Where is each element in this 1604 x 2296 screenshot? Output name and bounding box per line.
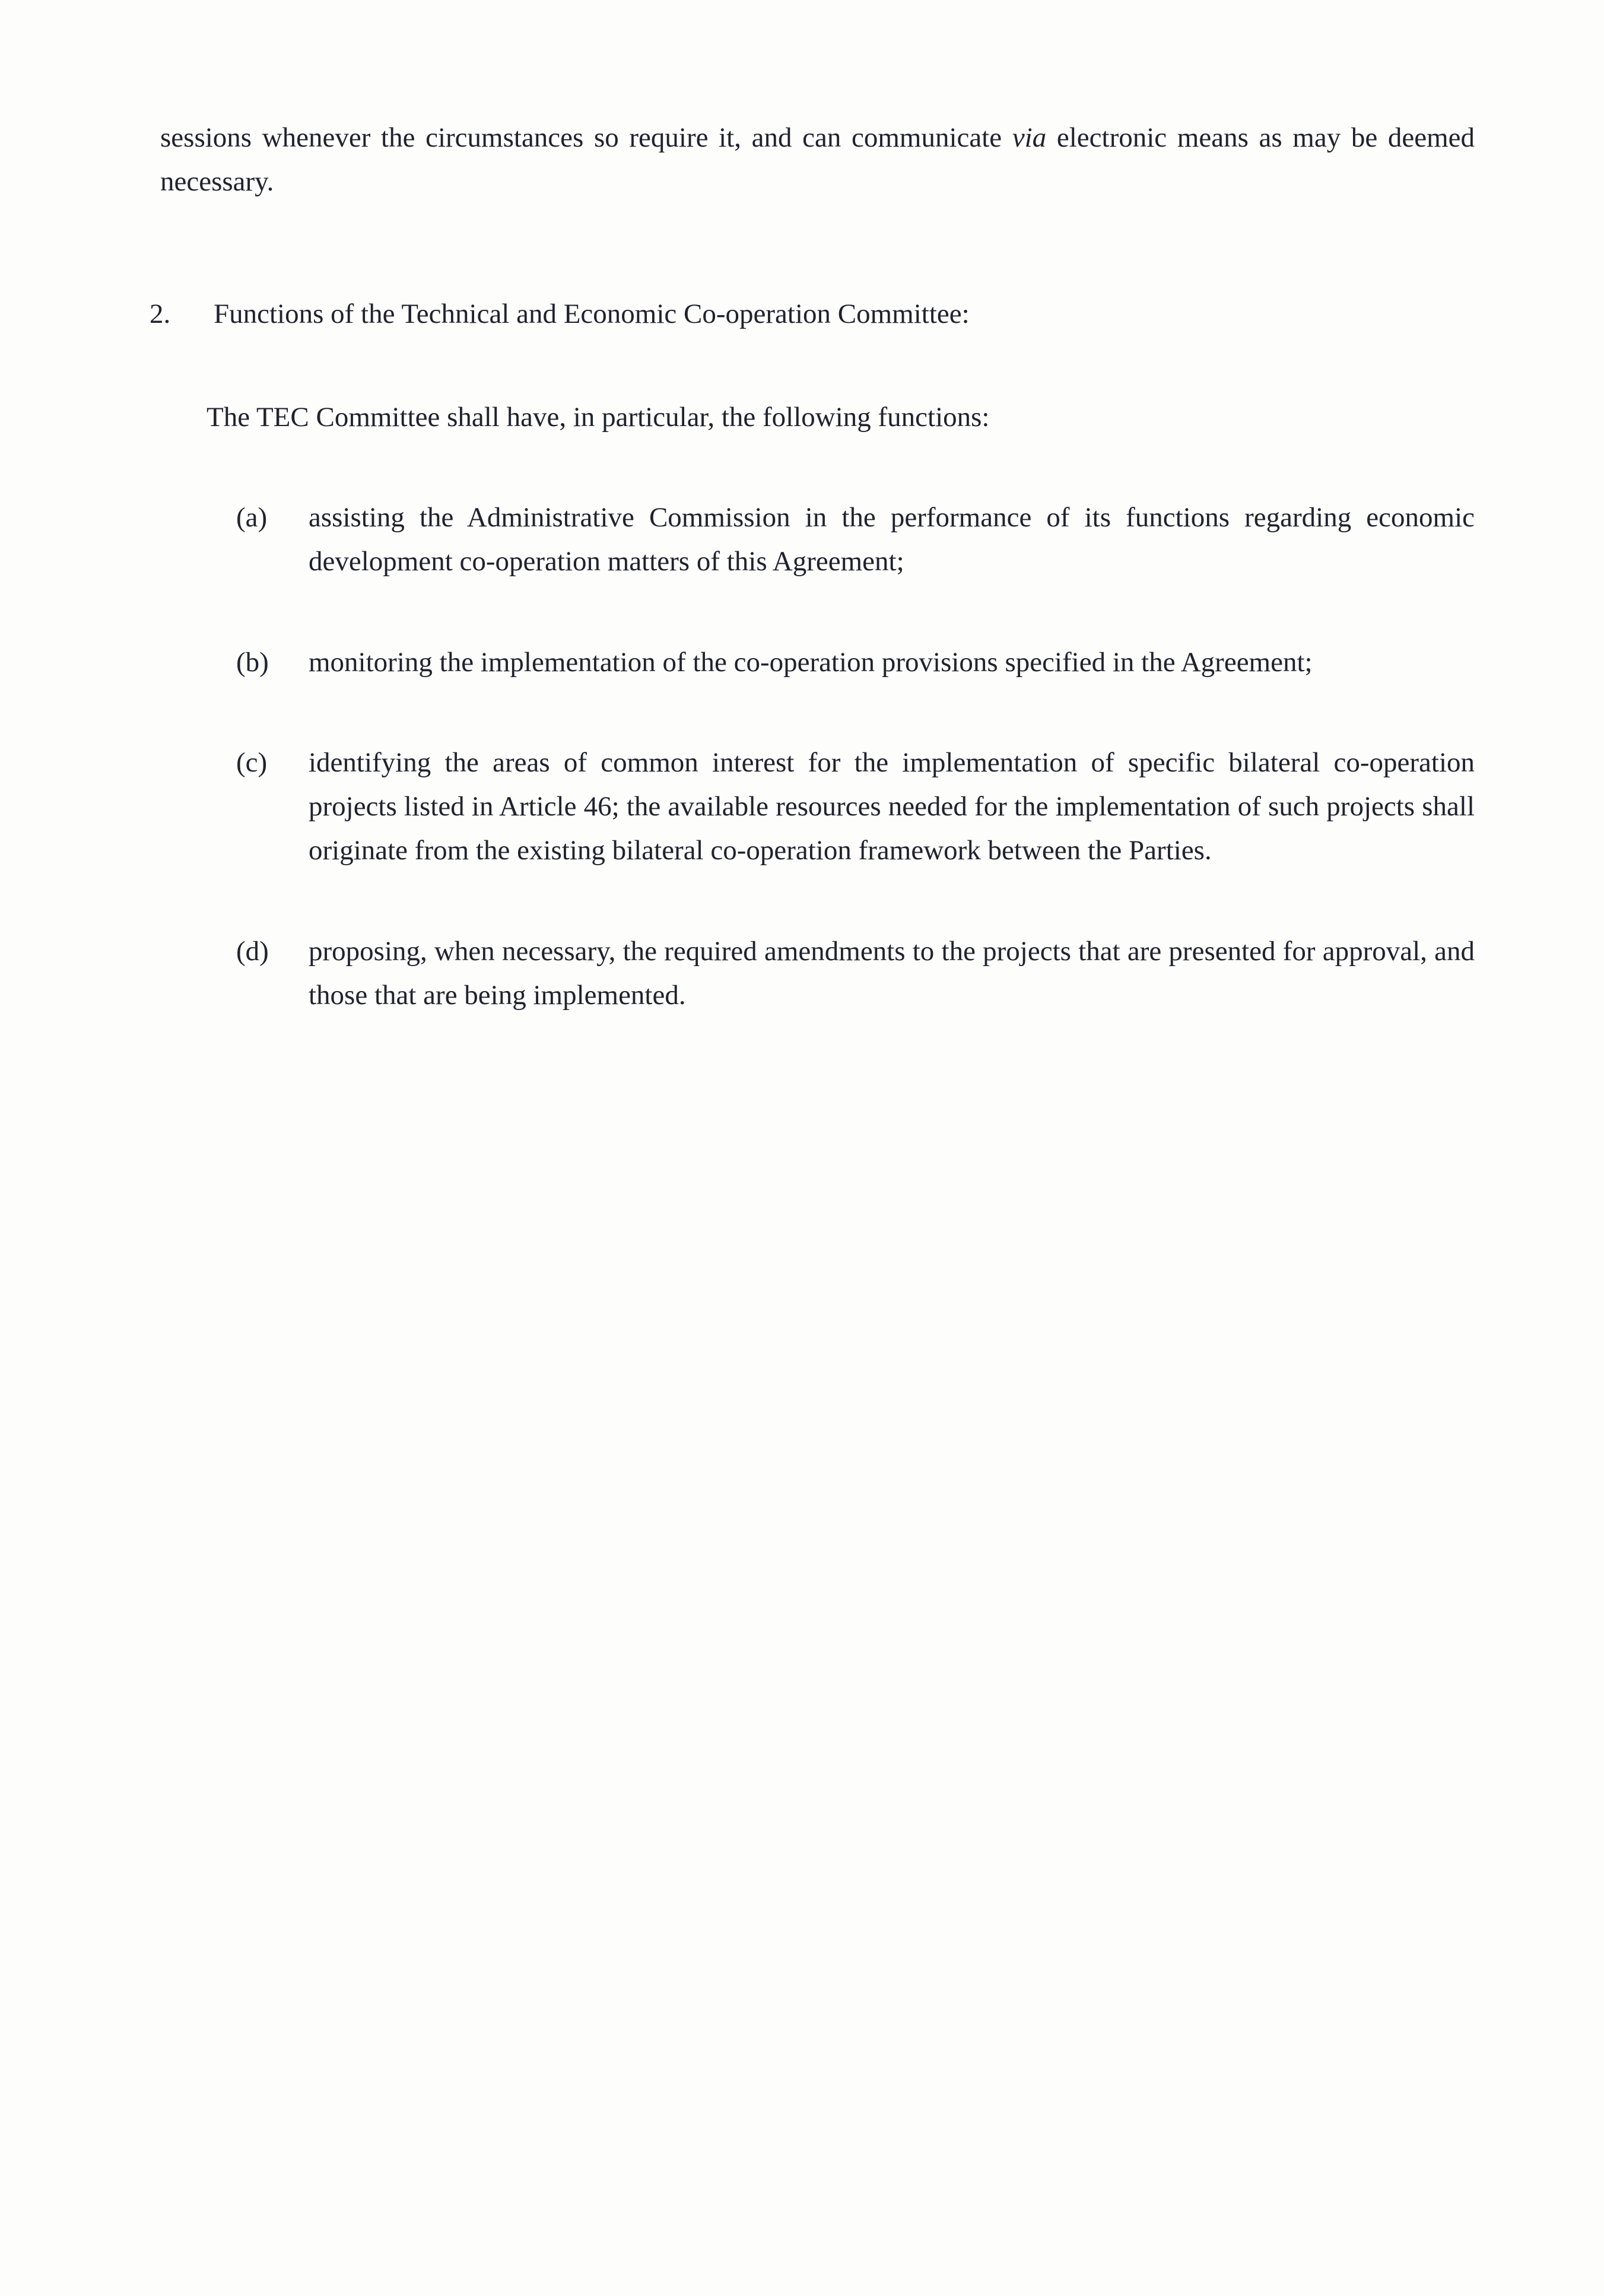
section-number: 2. xyxy=(150,298,171,329)
intro-paragraph xyxy=(160,116,1475,204)
list-item-d-text: proposing, when necessary, the required amendments to the projects that are presented for approval, and those that are being implemented. xyxy=(309,935,1475,1011)
list-item-c-text: identifying the areas of common interest for the implementation of specific bilateral co-operation projects listed in Article 46; the available resources needed for the implementation of such projects shall originate from the existing bilateral co-operation framework between the Parties. xyxy=(309,747,1475,866)
section-title: Functions of the Technical and Economic Co-operation Committee: xyxy=(214,298,970,329)
intro-paragraph-part2: electronic means as may be deemed necessary. xyxy=(160,122,1475,198)
functions-list xyxy=(160,496,1475,1017)
list-item-c xyxy=(236,741,1475,873)
list-item-a-text: assisting the Administrative Commission in the performance of its functions regarding economic development co-operation matters of this Agreement; xyxy=(309,502,1475,577)
lead-sentence: The TEC Committee shall have, in particular, the following functions: xyxy=(207,401,990,433)
list-item-a xyxy=(236,496,1475,584)
intro-paragraph-italic-word: via xyxy=(1012,122,1047,153)
intro-paragraph-part1: sessions whenever the circumstances so require it, and can communicate xyxy=(160,122,1012,153)
list-item-b xyxy=(236,640,1475,684)
list-item-b-text: monitoring the implementation of the co-operation provisions specified in the Agreement; xyxy=(309,646,1313,678)
list-item-d-label: (d) xyxy=(236,935,269,967)
section-heading xyxy=(150,292,1475,336)
list-item-b-label: (b) xyxy=(236,646,269,678)
list-item-a-label: (a) xyxy=(236,502,268,533)
list-item-c-label: (c) xyxy=(236,747,268,778)
list-item-d xyxy=(236,929,1475,1018)
